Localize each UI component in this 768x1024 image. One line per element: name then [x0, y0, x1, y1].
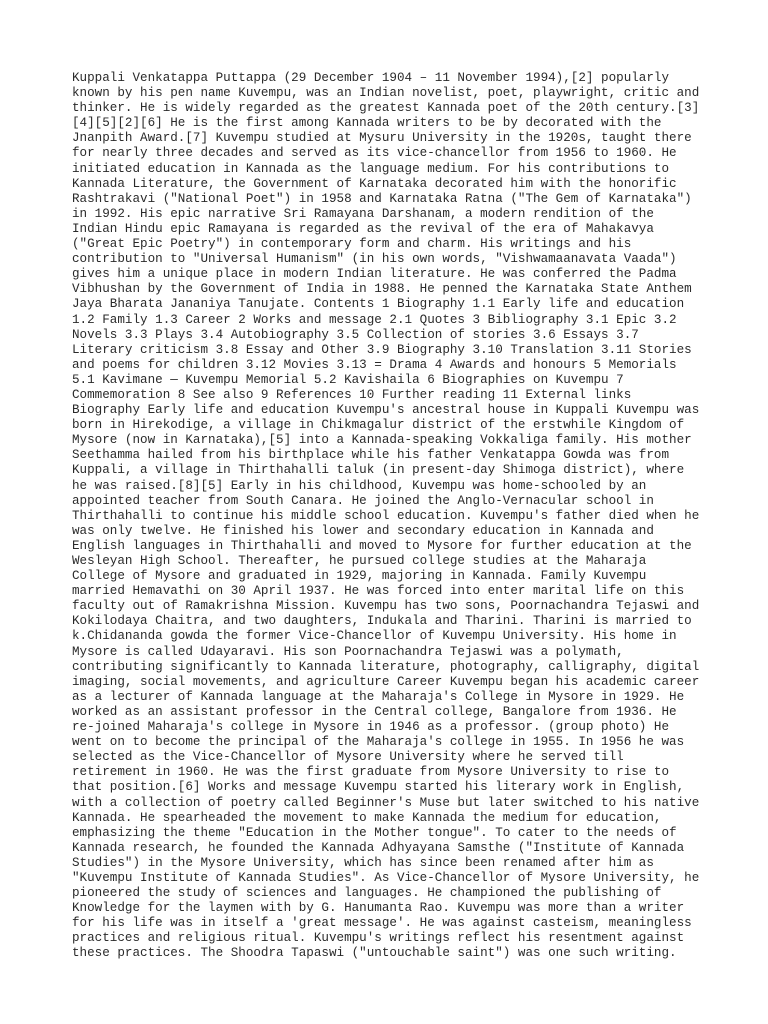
document-body-text: Kuppali Venkatappa Puttappa (29 December 1904 – 11 November 1994),[2] popularly known by his pen name Kuvempu, was an Indian novelist, poet, playwright, critic and thinker. He is widely regarded as the greatest Kannada poet of the 20th century.[3] [4][5][2][6] He is the first among Kannada writers to be by decorated with the Jnanpith Award.[7] Kuvempu studied at Mysuru University in the 1920s, taught there for nearly three decades and served as its vice-chancellor from 1956 to 1960. He initiated education in Kannada as the language medium. For his contributions to Kannada Literature, the Government of Karnataka decorated him with the honorific Rashtrakavi ("National Poet") in 1958 and Karnataka Ratna ("The Gem of Karnataka") in 1992. His epic narrative Sri Ramayana Darshanam, a modern rendition of the Indian Hindu epic Ramayana is regarded as the revival of the era of Mahakavya ("Great Epic Poetry") in contemporary form and charm. His writings and his contribution to "Universal Humanism" (in his own words, "Vishwamaanavata Vaada") gives him a unique place in modern Indian literature. He was conferred the Padma Vibhushan by the Government of India in 1988. He penned the Karnataka State Anthem Jaya Bharata Jananiya Tanujate. Contents 1 Biography 1.1 Early life and education 1.2 Family 1.3 Career 2 Works and message 2.1 Quotes 3 Bibliography 3.1 Epic 3.2 Novels 3.3 Plays 3.4 Autobiography 3.5 Collection of stories 3.6 Essays 3.7 Literary criticism 3.8 Essay and Other 3.9 Biography 3.10 Translation 3.11 Stories and poems for children 3.12 Movies 3.13 = Drama 4 Awards and honours 5 Memorials 5.1 Kavimane — Kuvempu Memorial 5.2 Kavishaila 6 Biographies on Kuvempu 7 Commemoration 8 See also 9 References 10 Further reading 11 External links Biography Early life and education Kuvempu's ancestral house in Kuppali Kuvempu was born in Hirekodige, a village in Chikmagalur district of the erstwhile Kingdom of Mysore (now in Karnataka),[5] into a Kannada-speaking Vokkaliga family. His mother Seethamma hailed from his birthplace while his father Venkatappa Gowda was from Kuppali, a village in Thirthahalli taluk (in present-day Shimoga district), where he was raised.[8][5] Early in his childhood, Kuvempu was home-schooled by an appointed teacher from South Canara. He joined the Anglo-Vernacular school in Thirthahalli to continue his middle school education. Kuvempu's father died when he was only twelve. He finished his lower and secondary education in Kannada and English languages in Thirthahalli and moved to Mysore for further education at the Wesleyan High School. Thereafter, he pursued college studies at the Maharaja College of Mysore and graduated in 1929, majoring in Kannada. Family Kuvempu married Hemavathi on 30 April 1937. He was forced into enter marital life on this faculty out of Ramakrishna Mission. Kuvempu has two sons, Poornachandra Tejaswi and Kokilodaya Chaitra, and two daughters, Indukala and Tharini. Tharini is married to k.Chidananda gowda the former Vice-Chancellor of Kuvempu University. His home in Mysore is called Udayaravi. His son Poornachandra Tejaswi was a polymath, contributing significantly to Kannada literature, photography, calligraphy, digital imaging, social movements, and agriculture Career Kuvempu began his academic career as a lecturer of Kannada language at the Maharaja's College in Mysore in 1929. He worked as an assistant professor in the Central college, Bangalore from 1936. He re-joined Maharaja's college in Mysore in 1946 as a professor. (group photo) He went on to become the principal of the Maharaja's college in 1955. In 1956 he was selected as the Vice-Chancellor of Mysore University where he served till retirement in 1960. He was the first graduate from Mysore University to rise to that position.[6] Works and message Kuvempu started his literary work in English, with a collection of poetry called Beginner's Muse but later switched to his native Kannada. He spearheaded the movement to make Kannada the medium for education, emphasizing the theme "Education in the Mother tongue". To cater to the needs of Kannada research, he founded the Kannada Adhyayana Samsthe ("Institute of Kannada Studies") in the Mysore University, which has since been renamed after him as "Kuvempu Institute of Kannada Studies". As Vice-Chancellor of Mysore University, he pioneered the study of sciences and languages. He championed the publishing of Knowledge for the laymen with by G. Hanumanta Rao. Kuvempu was more than a writer for his life was in itself a 'great message'. He was against casteism, meaningless practices and religious ritual. Kuvempu's writings reflect his resentment against these practices. The Shoodra Tapaswi ("untouchable saint") was one such writing. — [72, 71, 700, 961]
